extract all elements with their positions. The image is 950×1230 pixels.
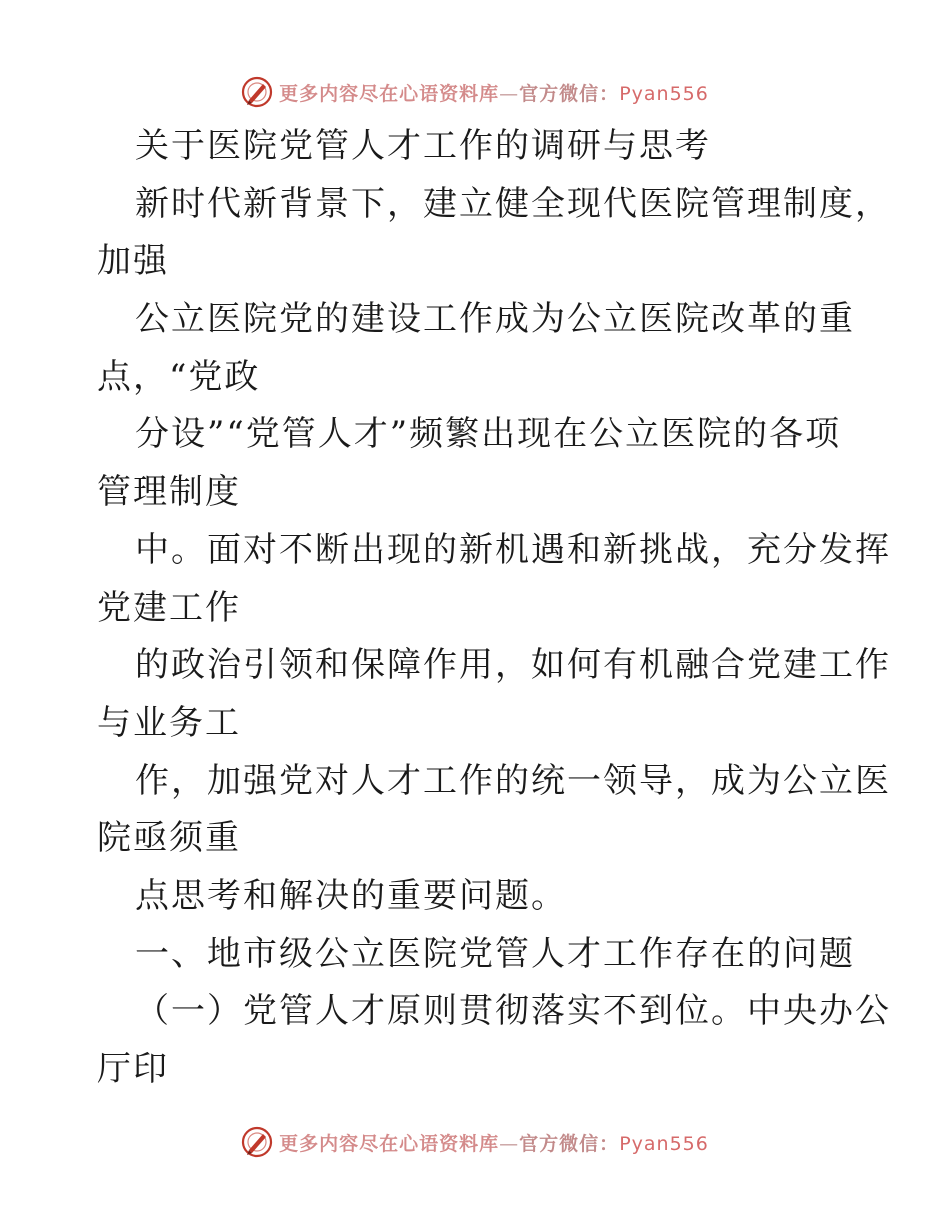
paragraph-line: 管理制度 — [97, 472, 241, 513]
pen-logo-icon — [241, 1126, 273, 1158]
watermark-text — [279, 79, 709, 106]
watermark-brand: 更多内容尽在心语资料库 — [279, 82, 500, 105]
paragraph-line: 与业务工 — [97, 702, 241, 743]
header-watermark — [0, 72, 950, 112]
subsection-heading: （一）党管人才原则贯彻落实不到位。中央办公 — [135, 991, 891, 1032]
paragraph-line: 新时代新背景下，建立健全现代医院管理制度， — [135, 183, 891, 224]
section-heading: 一、地市级公立医院党管人才工作存在的问题 — [135, 933, 855, 974]
watermark-brand: 更多内容尽在心语资料库 — [279, 1132, 500, 1155]
paragraph-line: 作，加强党对人才工作的统一领导，成为公立医 — [135, 760, 891, 801]
paragraph-line: 党建工作 — [97, 587, 241, 628]
watermark-wechat-id: Pyan556 — [619, 1132, 709, 1155]
watermark-label: 官方微信： — [519, 1132, 620, 1155]
paragraph-line: 公立医院党的建设工作成为公立医院改革的重 — [135, 299, 855, 340]
paragraph-line: 中。面对不断出现的新机遇和新挑战，充分发挥 — [135, 529, 891, 570]
paragraph-line: 院亟须重 — [97, 818, 241, 859]
document-body — [97, 118, 891, 1099]
watermark-wechat-id: Pyan556 — [619, 82, 709, 105]
footer-watermark — [0, 1122, 950, 1162]
paragraph-line: 加强 — [97, 241, 169, 282]
paragraph-line: 点，“党政 — [97, 356, 261, 397]
paragraph-line: 点思考和解决的重要问题。 — [135, 875, 567, 916]
document-title: 关于医院党管人才工作的调研与思考 — [135, 126, 711, 166]
watermark-separator: — — [499, 1132, 520, 1155]
watermark-text — [279, 1129, 709, 1156]
paragraph-line: 分设”“党管人才”频繁出现在公立医院的各项 — [135, 414, 842, 455]
paragraph-line: 厅印 — [97, 1049, 169, 1089]
watermark-separator: — — [499, 82, 520, 105]
watermark-label: 官方微信： — [519, 82, 620, 105]
paragraph-line: 的政治引领和保障作用，如何有机融合党建工作 — [135, 645, 891, 686]
pen-logo-icon — [241, 76, 273, 108]
